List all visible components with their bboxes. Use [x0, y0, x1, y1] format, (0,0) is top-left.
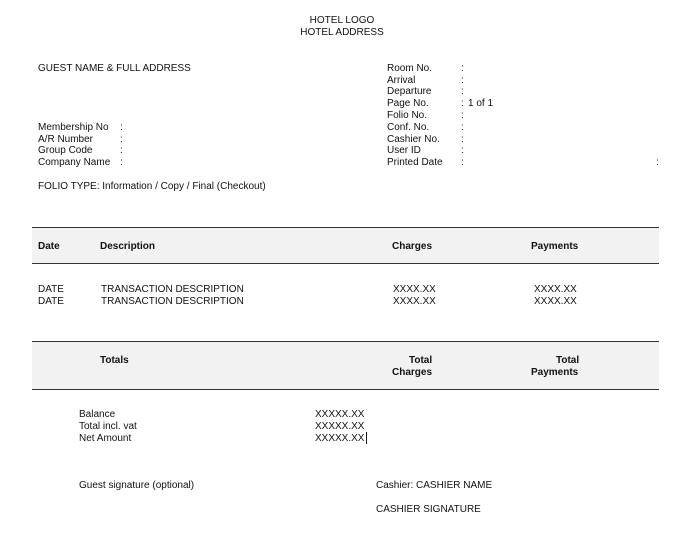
hotel-address: HOTEL ADDRESS	[300, 27, 384, 38]
page-no-value: 1 of 1	[468, 98, 494, 109]
row-payments: XXXX.XX	[534, 284, 577, 295]
folio-type: FOLIO TYPE: Information / Copy / Final (Checkout)	[38, 181, 266, 192]
net-amount-value: XXXXX.XX	[315, 433, 365, 444]
printed-date-trailing-colon: :	[656, 157, 659, 168]
row-charges: XXXX.XX	[393, 284, 436, 295]
conf-no-colon: :	[461, 122, 464, 133]
cashier-signature: CASHIER SIGNATURE	[376, 504, 481, 515]
arrival-colon: :	[461, 75, 464, 86]
row-date: DATE	[38, 296, 64, 307]
page-no-colon: :	[461, 98, 464, 109]
user-id-colon: :	[461, 145, 464, 156]
ar-number-colon: :	[120, 134, 123, 145]
total-payments-line2: Payments	[531, 367, 579, 378]
group-code-label: Group Code	[38, 145, 93, 156]
conf-no-label: Conf. No.	[387, 122, 430, 133]
company-name-colon: :	[120, 157, 123, 168]
totals-label: Totals	[100, 355, 129, 366]
balance-label: Balance	[79, 409, 116, 420]
printed-date-colon: :	[461, 157, 464, 168]
col-header-description: Description	[100, 241, 156, 252]
row-date: DATE	[38, 284, 64, 295]
total-charges-line2: Charges	[392, 367, 433, 378]
col-header-payments: Payments	[531, 241, 579, 252]
text-cursor	[366, 432, 367, 444]
cashier-no-label: Cashier No.	[387, 134, 440, 145]
total-incl-vat-label: Total incl. vat	[79, 421, 137, 432]
ar-number-label: A/R Number	[38, 134, 94, 145]
row-payments: XXXX.XX	[534, 296, 577, 307]
room-no-label: Room No.	[387, 63, 433, 74]
departure-colon: :	[461, 86, 464, 97]
row-description: TRANSACTION DESCRIPTION	[101, 284, 244, 295]
membership-no-colon: :	[120, 122, 123, 133]
col-header-charges: Charges	[392, 241, 433, 252]
arrival-label: Arrival	[387, 75, 416, 86]
page-no-label: Page No.	[387, 98, 429, 109]
company-name-label: Company Name	[38, 157, 111, 168]
total-incl-vat-value: XXXXX.XX	[315, 421, 365, 432]
folio-no-label: Folio No.	[387, 110, 428, 121]
group-code-colon: :	[120, 145, 123, 156]
cashier-name: Cashier: CASHIER NAME	[376, 480, 493, 491]
folio-no-colon: :	[461, 110, 464, 121]
hotel-logo: HOTEL LOGO	[309, 15, 375, 26]
guest-signature: Guest signature (optional)	[79, 480, 195, 491]
user-id-label: User ID	[387, 145, 421, 156]
total-payments-line1: Total	[556, 355, 580, 366]
cashier-no-colon: :	[461, 134, 464, 145]
printed-date-label: Printed Date	[387, 157, 443, 168]
balance-value: XXXXX.XX	[315, 409, 365, 420]
departure-label: Departure	[387, 86, 432, 97]
row-charges: XXXX.XX	[393, 296, 436, 307]
guest-name-address: GUEST NAME & FULL ADDRESS	[38, 63, 191, 74]
room-no-colon: :	[461, 63, 464, 74]
net-amount-label: Net Amount	[79, 433, 132, 444]
row-description: TRANSACTION DESCRIPTION	[101, 296, 244, 307]
col-header-date: Date	[38, 241, 60, 252]
total-charges-line1: Total	[409, 355, 433, 366]
membership-no-label: Membership No	[38, 122, 109, 133]
